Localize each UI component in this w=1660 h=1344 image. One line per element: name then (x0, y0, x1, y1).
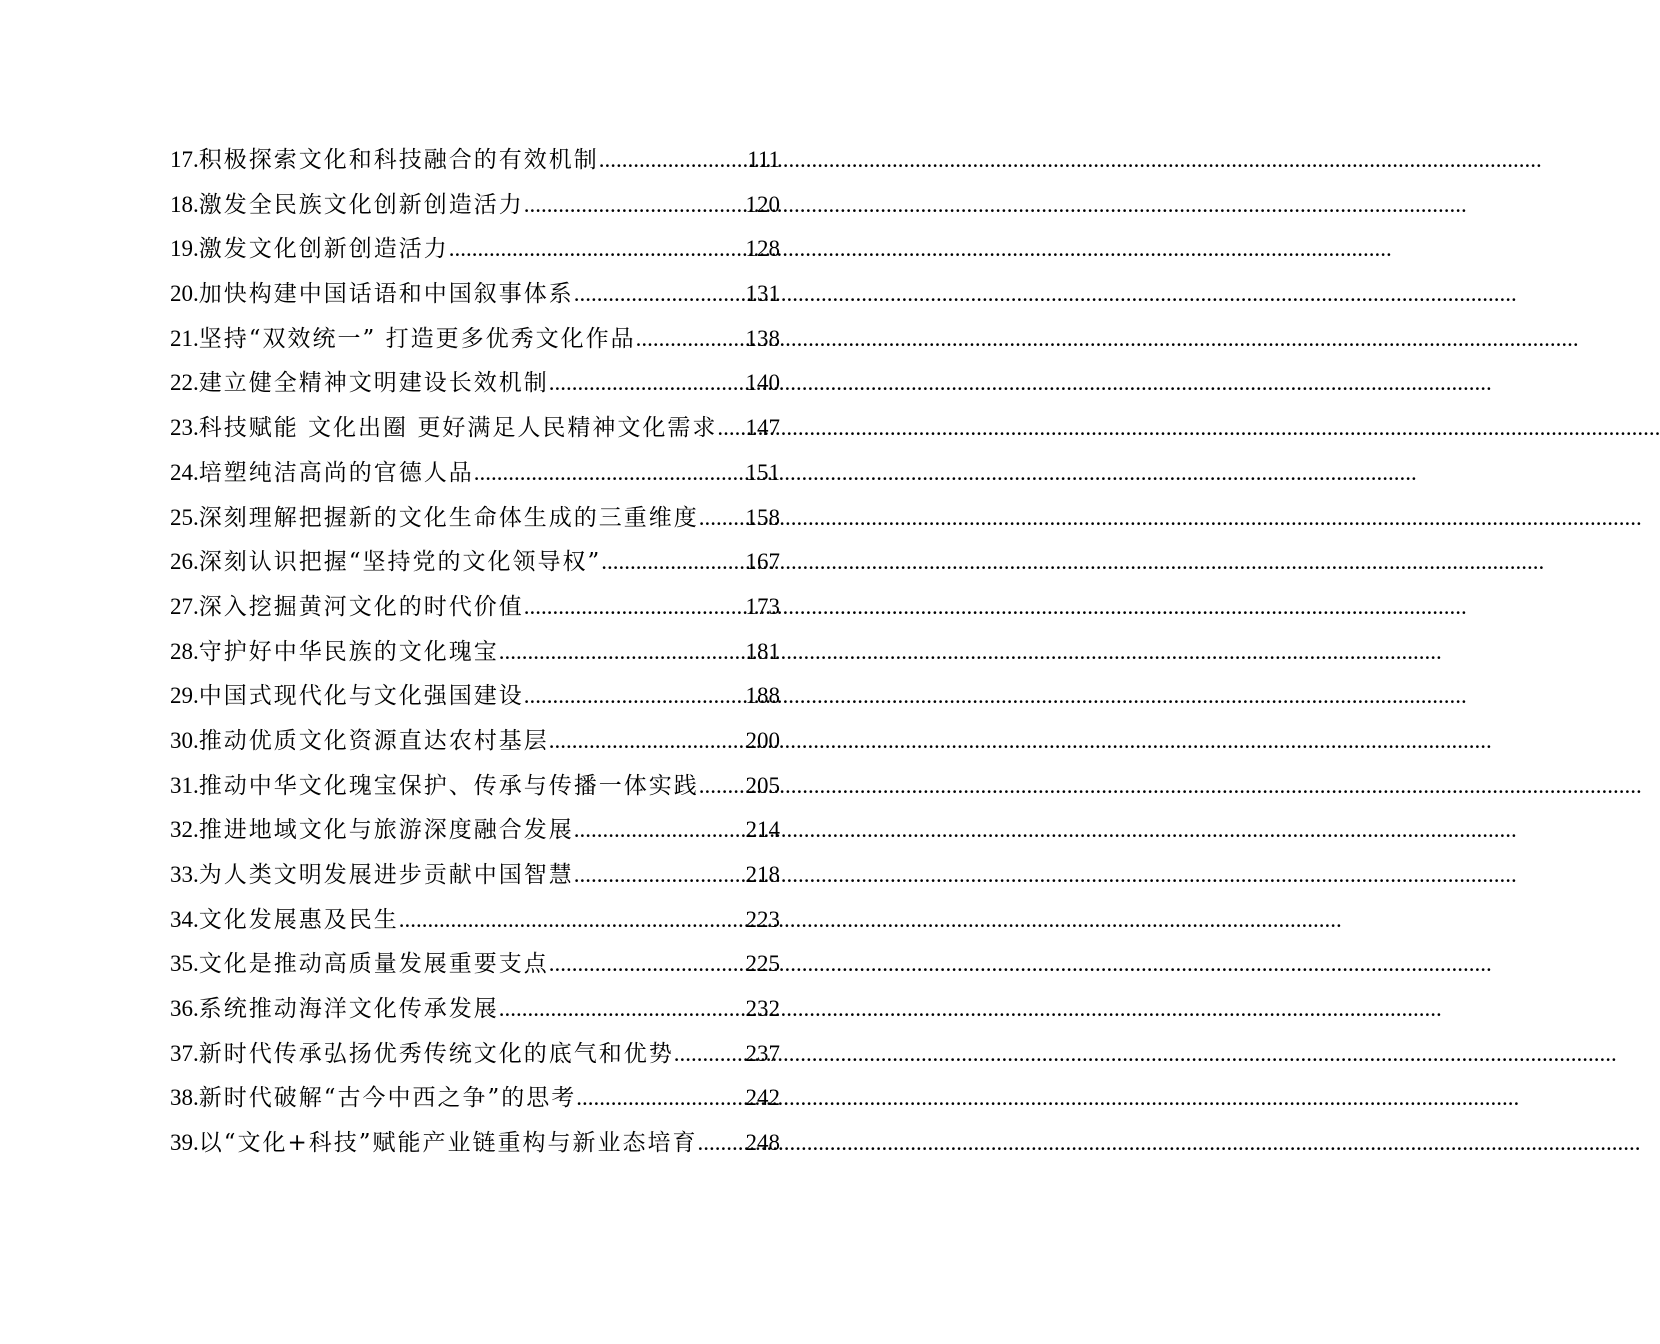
toc-dot-leader (574, 808, 746, 853)
toc-entry-number: 24. (170, 459, 199, 485)
toc-dot-leader (524, 183, 746, 228)
toc-entry-page: 131 (745, 281, 780, 307)
toc-entry-number: 28. (170, 638, 199, 664)
toc-entry-title: 推动中华文化瑰宝保护、传承与传播一体实践 (198, 772, 699, 799)
toc-dot-leader (574, 853, 746, 898)
toc-entry-page: 181 (745, 638, 780, 664)
toc-dot-leader (499, 987, 746, 1032)
toc-entry[interactable] (170, 1121, 780, 1166)
toc-entry-title: 新时代传承弘扬优秀传统文化的底气和优势 (198, 1040, 674, 1067)
toc-entry-number: 35. (170, 951, 199, 977)
toc-entry-page: 140 (745, 370, 780, 396)
toc-entry-title: 推进地域文化与旅游深度融合发展 (198, 817, 574, 844)
toc-entry-number: 36. (170, 996, 199, 1022)
toc-entry[interactable] (170, 674, 780, 719)
toc-entry[interactable] (170, 808, 780, 853)
toc-entry[interactable] (170, 361, 780, 406)
toc-dot-leader (449, 227, 746, 272)
toc-entry-number: 38. (170, 1085, 199, 1111)
toc-entry-number: 31. (170, 772, 199, 798)
toc-entry-page: 188 (745, 683, 780, 709)
toc-entry-number: 19. (170, 236, 199, 262)
toc-entry-number: 21. (170, 325, 199, 351)
toc-entry-title: 系统推动海洋文化传承发展 (198, 996, 499, 1023)
toc-entry-page: 151 (745, 459, 780, 485)
toc-entry[interactable] (170, 853, 780, 898)
toc-entry-number: 37. (170, 1040, 199, 1066)
toc-entry[interactable] (170, 183, 780, 228)
toc-entry-page: 138 (745, 325, 780, 351)
toc-dot-leader (549, 361, 746, 406)
toc-entry-number: 32. (170, 817, 199, 843)
toc-dot-leader (717, 406, 745, 451)
toc-entry-page: 248 (745, 1130, 780, 1156)
toc-entry[interactable] (170, 585, 780, 630)
toc-entry-title: 科技赋能 文化出圈 更好满足人民精神文化需求 (198, 415, 718, 442)
toc-entry-number: 33. (170, 862, 199, 887)
toc-entry[interactable] (170, 227, 780, 272)
toc-entry-page: 120 (745, 191, 780, 217)
toc-dot-leader (574, 272, 746, 317)
toc-entry-number: 29. (170, 683, 199, 709)
toc-entry-title: 深入挖掘黄河文化的时代价值 (198, 593, 524, 620)
toc-entry-page: 128 (745, 236, 780, 262)
toc-entry-title: 深刻理解把握新的文化生命体生成的三重维度 (198, 504, 699, 531)
toc-entry[interactable] (170, 719, 780, 764)
toc-entry[interactable] (170, 898, 780, 943)
toc-dot-leader (601, 540, 745, 585)
toc-entry-title: 守护好中华民族的文化瑰宝 (198, 638, 499, 665)
toc-entry-title: 以“文化+科技”赋能产业链重构与新业态培育 (198, 1130, 698, 1157)
toc-entry-number: 18. (170, 191, 199, 217)
toc-entry-page: 218 (745, 862, 780, 887)
toc-entry-page: 237 (745, 1040, 780, 1066)
toc-entry-title: 文化是推动高质量发展重要支点 (198, 951, 549, 978)
toc-entry-page: 232 (745, 996, 780, 1022)
toc-entry-number: 30. (170, 727, 199, 753)
toc-dot-leader (399, 898, 746, 943)
toc-entry[interactable] (170, 317, 780, 362)
toc-entry[interactable] (170, 630, 780, 675)
toc-entry-title: 中国式现代化与文化强国建设 (198, 683, 524, 710)
toc-dot-leader (674, 1032, 746, 1077)
toc-entry-title: 建立健全精神文明建设长效机制 (198, 370, 549, 397)
toc-entry-number: 20. (170, 281, 199, 307)
toc-entry[interactable] (170, 540, 780, 585)
toc-entry-title: 推动优质文化资源直达农村基层 (198, 727, 549, 754)
toc-entry[interactable] (170, 764, 780, 809)
toc-entry-title: 为人类文明发展进步贡献中国智慧 (198, 862, 574, 888)
toc-entry-page: 200 (745, 727, 780, 753)
toc-entry-page: 205 (745, 772, 780, 798)
toc-entry[interactable] (170, 406, 780, 451)
toc-entry-number: 17. (170, 147, 199, 172)
toc-entry-number: 34. (170, 906, 199, 932)
toc-dot-leader (698, 1121, 746, 1166)
toc-entry[interactable] (170, 451, 780, 496)
table-of-contents (170, 138, 780, 1166)
toc-entry-page: 173 (745, 593, 780, 619)
toc-entry-title: 深刻认识把握“坚持党的文化领导权” (198, 549, 602, 576)
toc-entry-page: 167 (745, 549, 780, 575)
toc-entry[interactable] (170, 272, 780, 317)
toc-dot-leader (474, 451, 746, 496)
toc-entry-title: 培塑纯洁高尚的官德人品 (198, 459, 474, 486)
toc-entry[interactable] (170, 987, 780, 1032)
toc-entry-title: 坚持“双效统一” 打造更多优秀文化作品 (198, 325, 636, 352)
toc-entry-title: 积极探索文化和科技融合的有效机制 (198, 147, 599, 173)
toc-entry-title: 新时代破解“古今中西之争”的思考 (198, 1085, 577, 1112)
toc-entry[interactable] (170, 942, 780, 987)
toc-dot-leader (636, 317, 746, 362)
toc-entry-title: 文化发展惠及民生 (198, 906, 399, 933)
toc-dot-leader (524, 585, 746, 630)
toc-entry-page: 111 (747, 147, 780, 172)
toc-entry[interactable] (170, 138, 780, 183)
toc-entry-page: 242 (745, 1085, 780, 1111)
toc-dot-leader (549, 719, 746, 764)
toc-entry-number: 39. (170, 1130, 199, 1156)
toc-dot-leader (699, 496, 746, 541)
toc-entry-page: 223 (745, 906, 780, 932)
toc-entry-page: 225 (745, 951, 780, 977)
toc-entry-number: 23. (170, 415, 199, 441)
toc-entry-number: 22. (170, 370, 199, 396)
toc-dot-leader (699, 764, 746, 809)
toc-entry[interactable] (170, 1076, 780, 1121)
toc-dot-leader (576, 1076, 745, 1121)
toc-entry-page: 214 (745, 817, 780, 843)
toc-entry-page: 158 (745, 504, 780, 530)
toc-dot-leader (524, 674, 746, 719)
toc-entry-title: 加快构建中国话语和中国叙事体系 (198, 281, 574, 308)
toc-entry-page: 147 (745, 415, 780, 441)
toc-entry-number: 26. (170, 549, 199, 575)
toc-entry-number: 25. (170, 504, 199, 530)
toc-entry[interactable] (170, 496, 780, 541)
toc-entry-title: 激发全民族文化创新创造活力 (198, 191, 524, 218)
toc-dot-leader (599, 138, 747, 183)
toc-dot-leader (499, 630, 746, 675)
toc-dot-leader (549, 942, 746, 987)
toc-entry-number: 27. (170, 593, 199, 619)
toc-entry-title: 激发文化创新创造活力 (198, 236, 449, 263)
toc-entry[interactable] (170, 1032, 780, 1077)
